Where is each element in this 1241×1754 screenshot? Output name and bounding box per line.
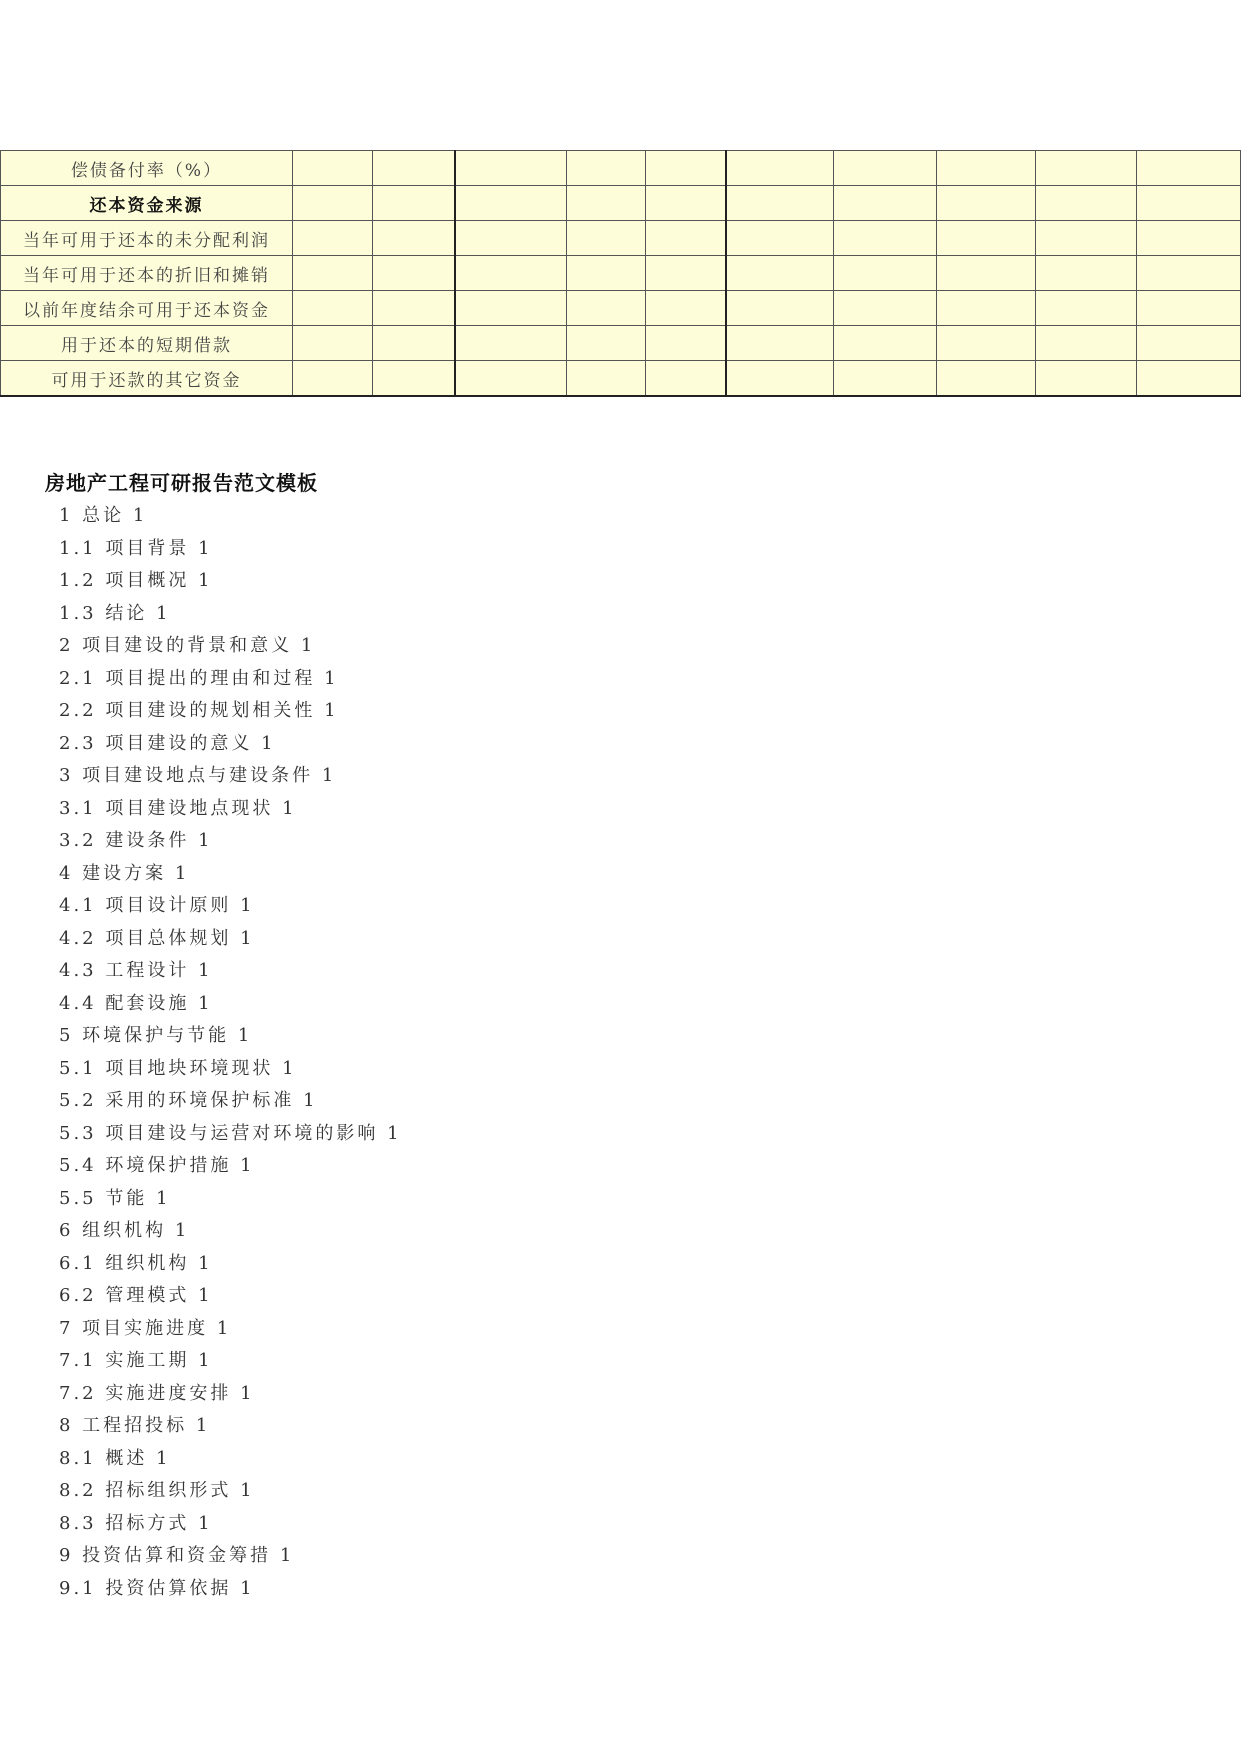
table-cell [293,361,373,397]
table-cell [293,221,373,256]
table-cell [646,221,726,256]
table-cell [646,361,726,397]
table-cell [937,291,1036,326]
toc-item: 2.2 项目建设的规划相关性 1 [59,700,339,721]
table-row [1,291,1241,326]
toc-item: 8.3 招标方式 1 [59,1512,213,1534]
toc-item: 8 工程招投标 1 [59,1415,211,1436]
toc-item: 6 组织机构 1 [59,1220,190,1241]
table-cell [455,151,567,186]
table-cell [726,291,834,326]
table-cell [726,361,834,397]
table-cell [726,256,834,291]
table-cell [1137,291,1241,326]
table-cell [455,256,567,291]
toc-item: 2.1 项目提出的理由和过程 1 [59,667,339,689]
table-cell [455,361,567,397]
table-cell [567,221,646,256]
table-cell [373,221,455,256]
table-cell [455,221,567,256]
table-cell [373,361,455,397]
table-row [1,361,1241,397]
toc-item: 9 投资估算和资金筹措 1 [59,1545,295,1566]
row-label: 偿债备付率（%） [1,151,293,186]
table-cell [373,291,455,326]
table-cell [567,326,646,361]
toc-item: 6.1 组织机构 1 [59,1252,213,1274]
table-row [1,221,1241,256]
toc-item: 2 项目建设的背景和意义 1 [59,635,316,656]
table-cell [646,326,726,361]
toc-item: 8.1 概述 1 [59,1447,171,1469]
toc-item: 5.1 项目地块环境现状 1 [59,1057,297,1079]
table-cell [937,151,1036,186]
table-cell [834,291,937,326]
toc-title: 房地产工程可研报告范文模板 [45,471,318,495]
table-row [1,326,1241,361]
table-cell [293,151,373,186]
table-cell [726,151,834,186]
debt-service-table [0,150,1241,397]
toc-item: 4.1 项目设计原则 1 [59,895,255,916]
table-cell [1137,221,1241,256]
table-cell [373,256,455,291]
table-cell [937,186,1036,221]
table-cell [834,256,937,291]
toc-item: 9.1 投资估算依据 1 [59,1577,255,1599]
table-of-contents [45,466,402,1605]
toc-item: 5.2 采用的环境保护标准 1 [59,1090,318,1111]
toc-item: 7.1 实施工期 1 [59,1350,213,1371]
row-label: 以前年度结余可用于还本资金 [1,291,293,326]
table-cell [455,291,567,326]
toc-item: 4 建设方案 1 [59,862,190,884]
table-cell [455,186,567,221]
table-cell [1036,221,1137,256]
table-cell [1036,186,1137,221]
row-label: 可用于还款的其它资金 [1,361,293,397]
toc-item: 4.4 配套设施 1 [59,992,213,1014]
row-label: 用于还本的短期借款 [1,326,293,361]
table-cell [1036,361,1137,397]
row-label: 还本资金来源 [1,186,293,221]
table-cell [1036,256,1137,291]
toc-item: 5.4 环境保护措施 1 [59,1155,255,1176]
table-cell [937,361,1036,397]
row-label: 当年可用于还本的未分配利润 [1,221,293,256]
toc-item: 7.2 实施进度安排 1 [59,1382,255,1404]
toc-item: 2.3 项目建设的意义 1 [59,732,276,754]
table-row [1,151,1241,186]
table-cell [567,151,646,186]
table-cell [646,256,726,291]
table-cell [834,221,937,256]
table-cell [567,361,646,397]
table-cell [293,326,373,361]
toc-item: 4.3 工程设计 1 [59,960,213,981]
toc-item: 1.1 项目背景 1 [59,537,213,559]
table-cell [726,186,834,221]
table-cell [646,291,726,326]
table-cell [1036,291,1137,326]
table-cell [1036,326,1137,361]
table-cell [1137,361,1241,397]
table-cell [834,361,937,397]
table-cell [834,151,937,186]
row-label: 当年可用于还本的折旧和摊销 [1,256,293,291]
toc-item: 1 总论 1 [59,505,148,526]
toc-item: 3.1 项目建设地点现状 1 [59,797,297,819]
table-cell [1036,151,1137,186]
toc-list [45,500,402,1605]
toc-item: 7 项目实施进度 1 [59,1317,232,1339]
toc-item: 5.5 节能 1 [59,1187,171,1209]
table-cell [646,186,726,221]
toc-item: 1.3 结论 1 [59,602,171,624]
table-cell [373,151,455,186]
toc-item: 1.2 项目概况 1 [59,570,213,591]
table-row [1,256,1241,291]
table-cell [1137,326,1241,361]
table-cell [373,326,455,361]
table-cell [293,186,373,221]
table-cell [293,291,373,326]
toc-item: 5 环境保护与节能 1 [59,1025,253,1046]
toc-item: 3.2 建设条件 1 [59,830,213,851]
table-cell [726,326,834,361]
table-cell [834,326,937,361]
table-cell [1137,256,1241,291]
table-cell [293,256,373,291]
table-cell [1137,151,1241,186]
table-cell [937,326,1036,361]
table-cell [567,186,646,221]
table-row [1,186,1241,221]
table-cell [455,326,567,361]
toc-item: 4.2 项目总体规划 1 [59,927,255,949]
table-cell [567,291,646,326]
toc-item: 8.2 招标组织形式 1 [59,1480,255,1501]
table-cell [567,256,646,291]
table-cell [937,256,1036,291]
toc-item: 3 项目建设地点与建设条件 1 [59,765,337,786]
table-cell [726,221,834,256]
table-cell [937,221,1036,256]
table-cell [834,186,937,221]
table-cell [373,186,455,221]
toc-item: 5.3 项目建设与运营对环境的影响 1 [59,1122,402,1144]
table-cell [646,151,726,186]
toc-item: 6.2 管理模式 1 [59,1285,213,1306]
table-cell [1137,186,1241,221]
